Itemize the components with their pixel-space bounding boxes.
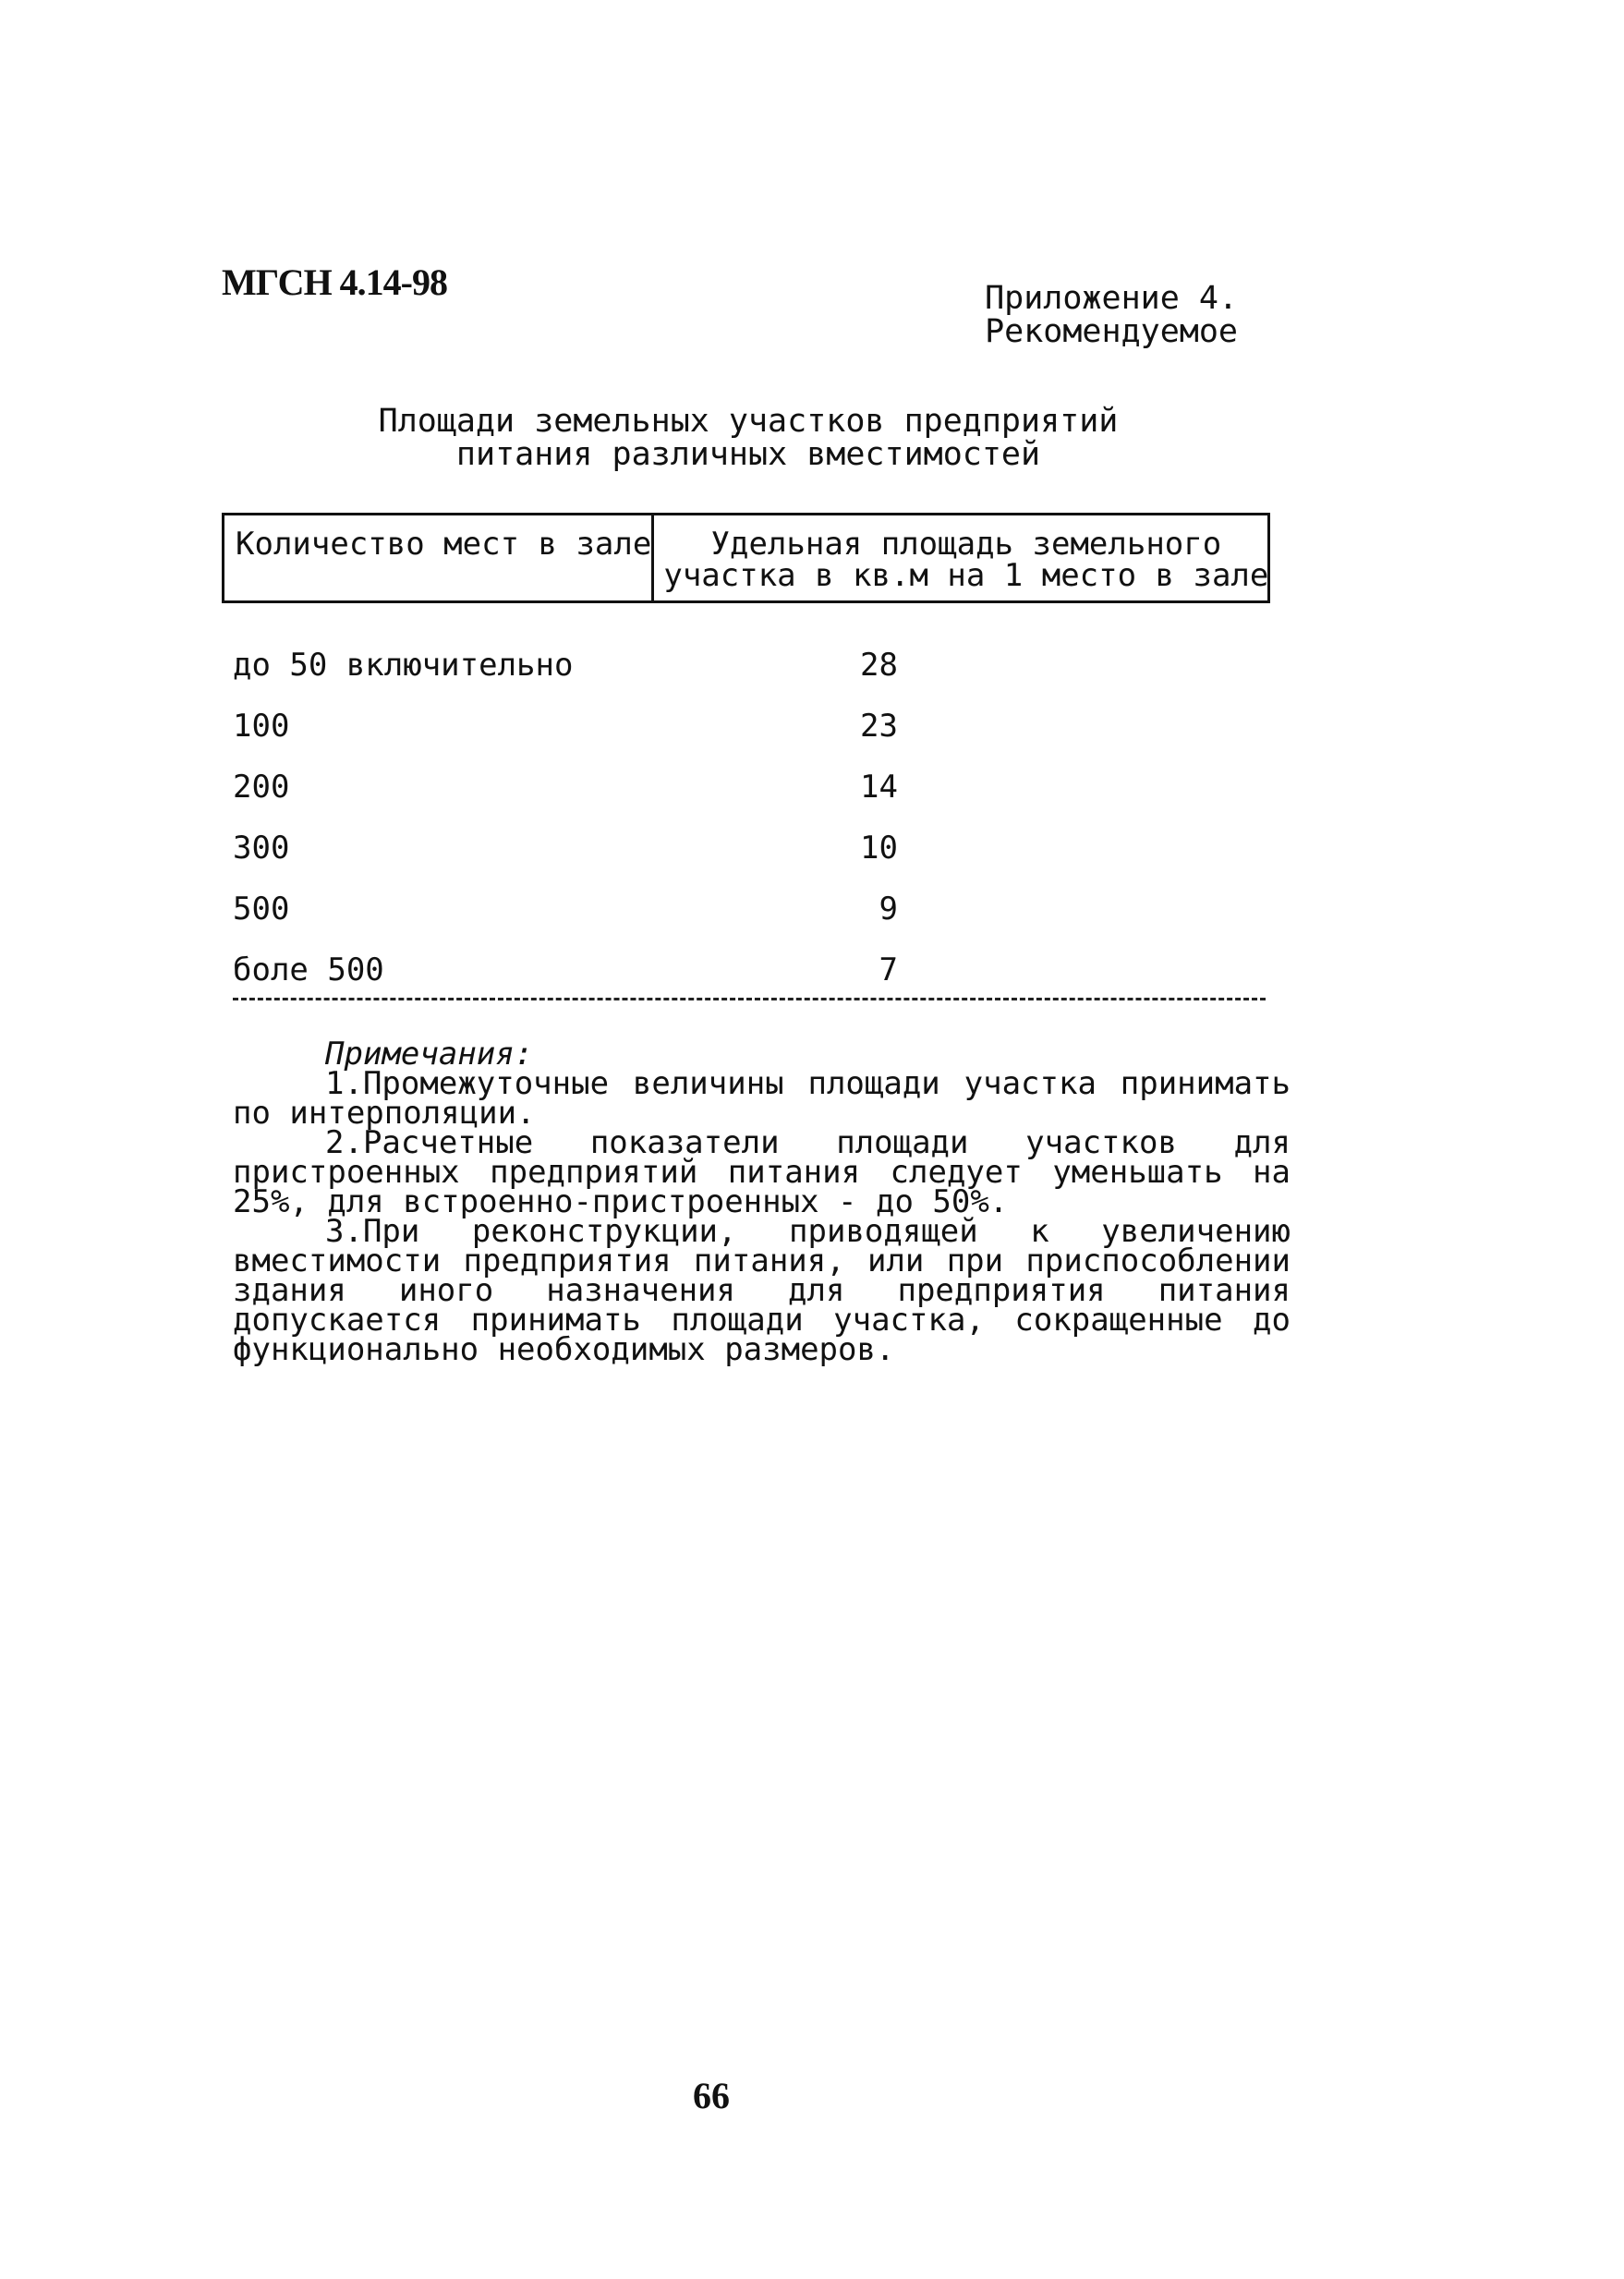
column-header-area [654,515,1268,600]
table-row [233,647,1267,708]
area-cell: 10 [860,830,898,867]
table-body [233,647,1267,1012]
note-item: 2.Расчетные показатели площади участков для пристроенных предприятий питания следует уменьшать на 25%, для встроенно-пристроенных - до 50%. [233,1124,1291,1220]
area-cell: 9 [879,891,898,927]
table-title [277,405,1219,471]
table-row [233,830,1267,891]
seats-cell: до 50 включительно [233,647,574,684]
appendix-status: Рекомендуемое [985,313,1238,350]
area-cell: 28 [860,647,898,684]
notes-heading: Примечания: [325,1036,534,1073]
column-header-seats: Количество мест в зале [224,515,654,600]
note-item: 3.При реконструкции, приводящей к увеличению вместимости предприятия питания, или при приспособлении здания иного назначения для предприятия питания допускается принимать площади участка, сокращенные до функционально необходимых размеров. [233,1213,1291,1368]
column-header-area-line-1: Удельная площадь земельного [710,526,1222,563]
appendix-label [985,282,1238,348]
document-code: МГСН 4.14-98 [222,261,447,303]
area-cell: 7 [879,952,898,988]
seats-cell: боле 500 [233,952,384,988]
table-title-line-2: питания различных вместимостей [455,436,1041,473]
seats-cell: 100 [233,708,290,745]
seats-cell: 500 [233,891,290,927]
table-row [233,769,1267,830]
area-cell: 23 [860,708,898,745]
table-row [233,891,1267,952]
appendix-number: Приложение 4. [985,280,1238,317]
seats-cell: 300 [233,830,290,867]
column-header-area-line-2: участка в кв.м на 1 место в зале [663,557,1269,594]
table-header [222,513,1270,603]
seats-cell: 200 [233,769,290,806]
notes-section [233,1036,1291,1368]
table-title-line-1: Площади земельных участков предприятий [378,403,1119,440]
table-row [233,708,1267,769]
table-end-divider [233,998,1266,1000]
table-row [233,952,1267,1012]
note-item: 1.Промежуточные величины площади участка принимать по интерполяции. [233,1065,1291,1132]
area-cell: 14 [860,769,898,806]
page-number: 66 [693,2075,730,2116]
